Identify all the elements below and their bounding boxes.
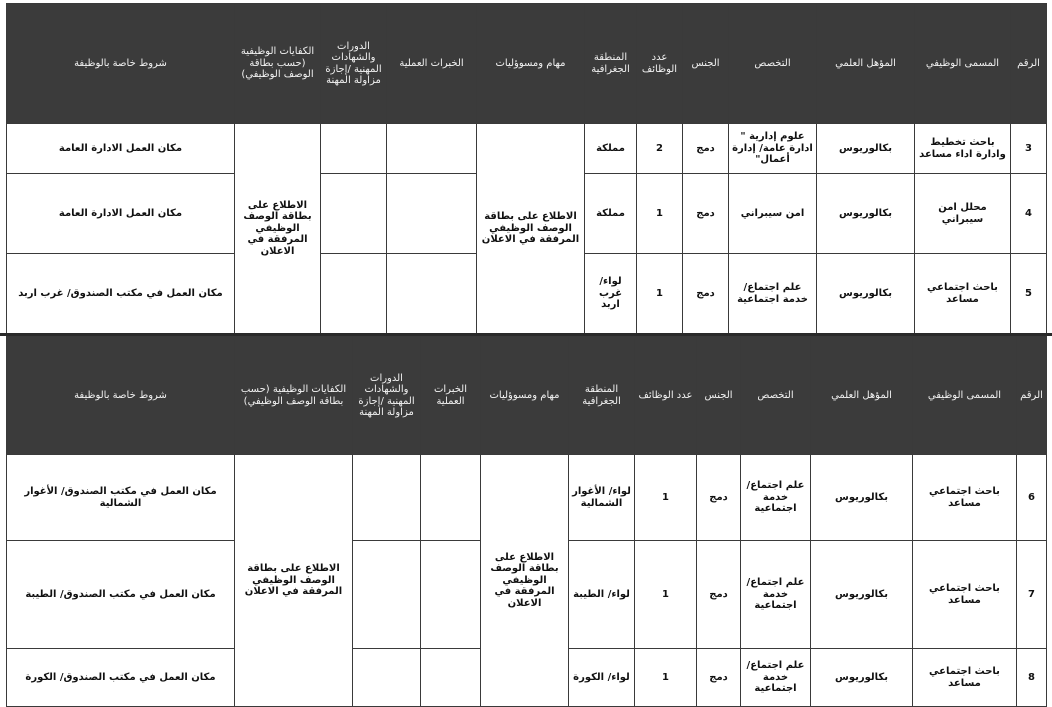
cell-qualification: بكالوريوس [811,541,913,649]
cell-gender: دمج [683,254,729,334]
header-courses: الدورات والشهادات المهنية /إجازة مزاولة المهنة [353,337,421,455]
cell-qualification: بكالوريوس [817,124,915,174]
cell-competencies-merged: الاطلاع على بطاقة الوصف الوظيفي المرفقة في الاعلان [235,124,321,334]
cell-experience-empty [387,254,477,334]
cell-experience-empty [421,455,481,541]
cell-num: 6 [1017,455,1047,541]
table-row [7,455,1047,541]
cell-courses-empty [321,124,387,174]
cell-region: لواء/ الكورة [569,649,635,707]
header-gender: الجنس [697,337,741,455]
cell-region: لواء/ غرب اربد [585,254,637,334]
header-qualification: المؤهل العلمي [817,4,915,124]
table-row [7,124,1047,174]
header-num: الرقم [1011,4,1047,124]
cell-num: 5 [1011,254,1047,334]
cell-courses-empty [353,649,421,707]
table-header-row [7,337,1047,455]
cell-num: 4 [1011,174,1047,254]
header-title: المسمى الوظيفي [913,337,1017,455]
header-region: المنطقة الجغرافية [569,337,635,455]
header-num: الرقم [1017,337,1047,455]
cell-experience-empty [421,541,481,649]
cell-specialization: علم اجتماع/ خدمة اجتماعية [729,254,817,334]
table-header-row [7,4,1047,124]
cell-conditions: مكان العمل في مكتب الصندوق/ الطيبة [7,541,235,649]
header-gender: الجنس [683,4,729,124]
cell-specialization: علوم إدارية " ادارة عامة/ إدارة أعمال" [729,124,817,174]
cell-title: باحث اجتماعي مساعد [913,649,1017,707]
header-qualification: المؤهل العلمي [811,337,913,455]
header-courses: الدورات والشهادات المهنية /إجازة مزاولة المهنة [321,4,387,124]
cell-count: 1 [635,649,697,707]
header-experience: الخبرات العملية [421,337,481,455]
cell-gender: دمج [697,541,741,649]
cell-qualification: بكالوريوس [811,649,913,707]
cell-title: باحث تخطيط وادارة اداء مساعد [915,124,1011,174]
cell-count: 1 [635,455,697,541]
cell-region: لواء/ الطيبة [569,541,635,649]
cell-region: مملكة [585,124,637,174]
cell-conditions: مكان العمل في مكتب الصندوق/ غرب اربد [7,254,235,334]
cell-qualification: بكالوريوس [817,174,915,254]
cell-gender: دمج [697,649,741,707]
header-experience: الخبرات العملية [387,4,477,124]
cell-title: محلل امن سيبراني [915,174,1011,254]
cell-count: 1 [635,541,697,649]
header-specialization: التخصص [741,337,811,455]
cell-title: باحث اجتماعي مساعد [913,541,1017,649]
header-competencies: الكفايات الوظيفية (حسب بطاقة الوصف الوظيفي) [235,4,321,124]
cell-gender: دمج [683,124,729,174]
cell-experience-empty [387,174,477,254]
cell-specialization: علم اجتماع/ خدمة اجتماعية [741,541,811,649]
cell-num: 3 [1011,124,1047,174]
jobs-table-2 [6,336,1047,707]
header-count: عدد الوظائف [637,4,683,124]
cell-courses-empty [321,174,387,254]
cell-courses-empty [353,541,421,649]
header-region: المنطقة الجغرافية [585,4,637,124]
cell-title: باحث اجتماعي مساعد [915,254,1011,334]
cell-specialization: امن سيبراني [729,174,817,254]
cell-num: 7 [1017,541,1047,649]
header-count: عدد الوظائف [635,337,697,455]
header-title: المسمى الوظيفي [915,4,1011,124]
cell-courses-empty [353,455,421,541]
jobs-table-1 [6,3,1047,334]
cell-conditions: مكان العمل الادارة العامة [7,174,235,254]
cell-title: باحث اجتماعي مساعد [913,455,1017,541]
cell-count: 2 [637,124,683,174]
cell-count: 1 [637,174,683,254]
cell-conditions: مكان العمل في مكتب الصندوق/ الكورة [7,649,235,707]
cell-conditions: مكان العمل الادارة العامة [7,124,235,174]
cell-specialization: علم اجتماع/ خدمة اجتماعية [741,649,811,707]
cell-num: 8 [1017,649,1047,707]
header-tasks: مهام ومسوؤليات [481,337,569,455]
cell-gender: دمج [697,455,741,541]
header-competencies: الكفايات الوظيفية (حسب بطاقة الوصف الوظيفي) [235,337,353,455]
cell-courses-empty [321,254,387,334]
header-conditions: شروط خاصة بالوظيفة [7,4,235,124]
cell-experience-empty [421,649,481,707]
cell-competencies-merged: الاطلاع على بطاقة الوصف الوظيفي المرفقة في الاعلان [235,455,353,707]
header-specialization: التخصص [729,4,817,124]
cell-specialization: علم اجتماع/ خدمة اجتماعية [741,455,811,541]
cell-region: لواء/ الأغوار الشمالية [569,455,635,541]
header-tasks: مهام ومسوؤليات [477,4,585,124]
cell-gender: دمج [683,174,729,254]
cell-count: 1 [637,254,683,334]
cell-conditions: مكان العمل في مكتب الصندوق/ الأغوار الشمالية [7,455,235,541]
cell-qualification: بكالوريوس [811,455,913,541]
cell-region: مملكة [585,174,637,254]
cell-qualification: بكالوريوس [817,254,915,334]
header-conditions: شروط خاصة بالوظيفة [7,337,235,455]
cell-tasks-merged: الاطلاع على بطاقة الوصف الوظيفي المرفقة في الاعلان [477,124,585,334]
cell-experience-empty [387,124,477,174]
cell-tasks-merged: الاطلاع على بطاقة الوصف الوظيفي المرفقة في الاعلان [481,455,569,707]
